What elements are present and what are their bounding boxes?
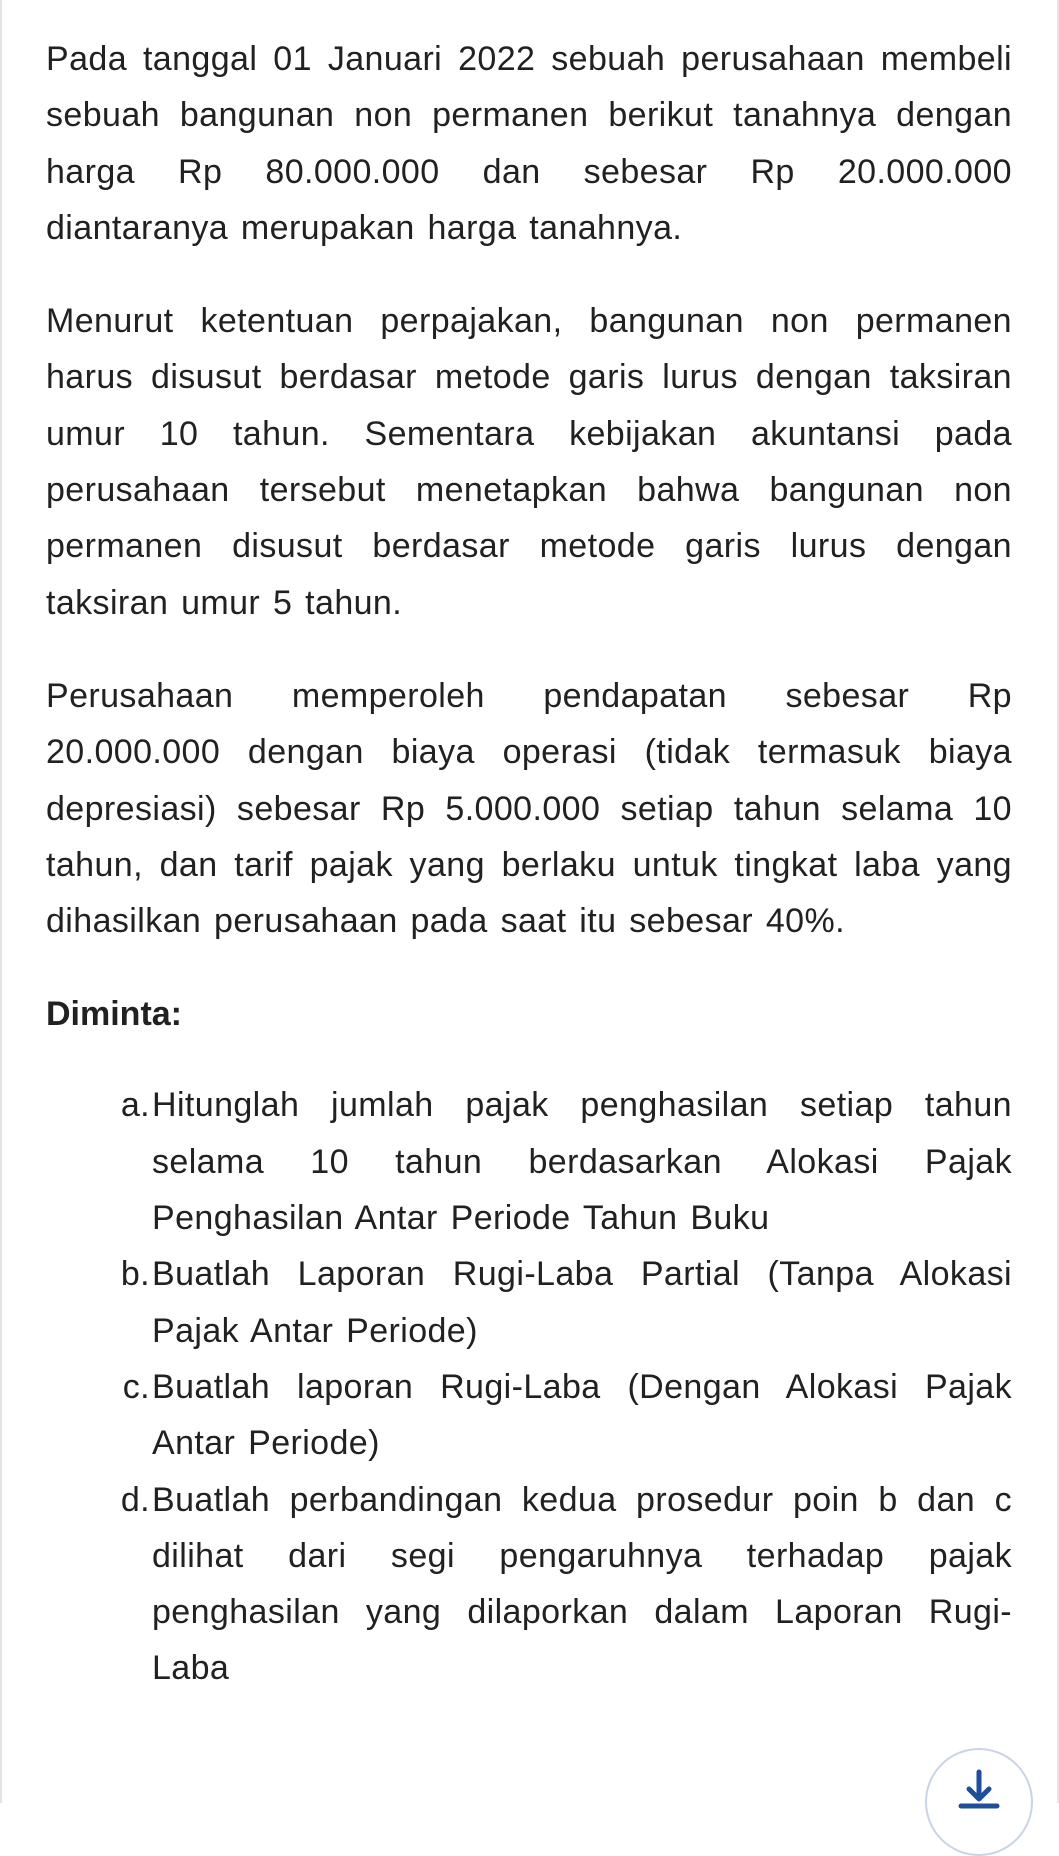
task-text: Buatlah laporan Rugi-Laba (Dengan Alokasi Pajak Antar Periode) [152, 1367, 1012, 1463]
task-item-c [122, 1359, 1012, 1472]
task-text: Hitunglah jumlah pajak penghasilan setiap tahun selama 10 tahun berdasarkan Alokasi Pajak Penghasilan Antar Periode Tahun Buku [152, 1086, 1012, 1238]
document-body [46, 31, 1012, 1697]
task-item-b [120, 1246, 1012, 1359]
left-border [0, 0, 2, 1803]
task-marker: b. [120, 1255, 150, 1294]
task-marker: a. [120, 1086, 150, 1125]
arrow-down-icon [927, 1750, 1031, 1854]
requirements-heading: Diminta: [46, 995, 182, 1034]
paragraph-revenue: Perusahaan memperoleh pendapatan sebesar Rp 20.000.000 dengan biaya operasi (tidak termasuk biaya depresiasi) sebesar Rp 5.000.000 setiap tahun selama 10 tahun, dan tarif pajak yang berlaku untuk tingkat laba yang dihasilkan perusahaan pada saat itu sebesar 40%. [46, 676, 1012, 941]
task-item-d [120, 1472, 1012, 1697]
download-button[interactable] [925, 1748, 1033, 1856]
task-text: Buatlah perbandingan kedua prosedur poin b dan c dilihat dari segi pengaruhnya terhadap pajak penghasilan yang dilaporkan dalam Laporan Rugi-Laba [152, 1480, 1012, 1688]
task-marker: c. [122, 1367, 150, 1406]
task-item-a [120, 1077, 1012, 1246]
paragraph-intro: Pada tanggal 01 Januari 2022 sebuah perusahaan membeli sebuah bangunan non permanen berikut tanahnya dengan harga Rp 80.000.000 dan sebesar Rp 20.000.000 diantaranya merupakan harga tanahnya. [46, 40, 1012, 247]
paragraph-tax-policy: Menurut ketentuan perpajakan, bangunan non permanen harus disusut berdasar metode garis lurus dengan taksiran umur 10 tahun. Sementara kebijakan akuntansi pada perusahaan tersebut menetapkan bahwa bangunan non permanen disusut berdasar metode garis lurus dengan taksiran umur 5 tahun. [46, 302, 1012, 622]
task-list [46, 1077, 1012, 1696]
task-text: Buatlah Laporan Rugi-Laba Partial (Tanpa Alokasi Pajak Antar Periode) [152, 1255, 1012, 1350]
task-marker: d. [120, 1480, 150, 1519]
